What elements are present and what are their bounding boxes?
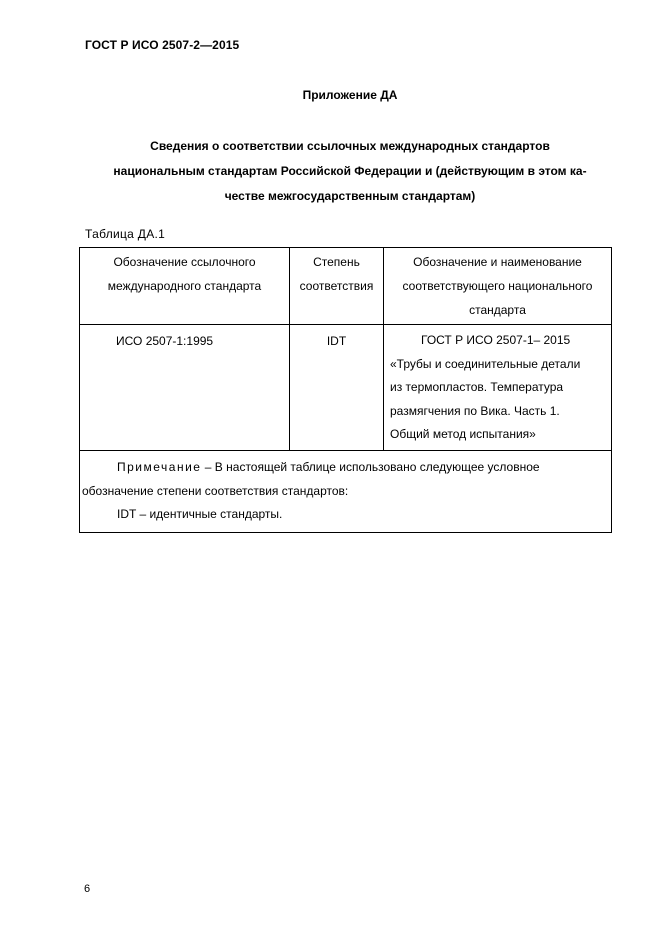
- heading-line-1: Сведения о соответствии ссылочных международных стандартов: [150, 139, 550, 153]
- note-label: Примечание: [117, 460, 202, 474]
- national-standard-line: «Трубы и соединительные детали: [390, 356, 581, 371]
- header-cell-line: Обозначение ссылочного: [113, 255, 256, 269]
- appendix-heading: [80, 134, 620, 209]
- cell-degree: [290, 325, 384, 451]
- standards-table: [79, 247, 612, 533]
- page-number: 6: [84, 883, 91, 895]
- header-international-standard: [80, 248, 290, 325]
- header-cell-line: стандарта: [469, 303, 526, 317]
- table-header-row: [80, 248, 612, 325]
- degree-value: IDT: [326, 334, 347, 348]
- cell-national-standard: [384, 325, 612, 451]
- national-standard-line: ГОСТ Р ИСО 2507-1– 2015: [421, 333, 571, 347]
- note-line-2: обозначение степени соответствия стандартов:: [82, 483, 349, 498]
- header-cell-line: Обозначение и наименование: [413, 255, 582, 269]
- note-line-3: IDT – идентичные стандарты.: [117, 507, 283, 521]
- cell-international-standard: [80, 325, 290, 451]
- header-cell-line: Степень: [313, 255, 360, 269]
- heading-line-2: национальным стандартам Российской Федерации и (действующим в этом ка-: [113, 164, 587, 178]
- table-row: [80, 325, 612, 451]
- appendix-title: [0, 88, 661, 102]
- national-standard-line: размягчения по Вика. Часть 1.: [390, 403, 560, 418]
- appendix-title-text: Приложение ДА: [302, 88, 398, 102]
- header-degree-of-conformity: [290, 248, 384, 325]
- note-line-1-text: – В настоящей таблице использовано следующее условное: [201, 460, 540, 474]
- header-cell-line: соответствия: [299, 279, 374, 293]
- international-standard-value: ИСО 2507-1:1995: [116, 334, 214, 348]
- table-note-row: [80, 451, 612, 533]
- note-line-1: [82, 456, 611, 480]
- header-national-standard: [384, 248, 612, 325]
- document-code: ГОСТ Р ИСО 2507-2—2015: [85, 38, 240, 52]
- header-cell-line: международного стандарта: [107, 279, 262, 293]
- heading-line-3: честве межгосударственным стандартам): [224, 189, 476, 203]
- table-caption: Таблица ДА.1: [85, 227, 166, 241]
- national-standard-line: Общий метод испытания»: [390, 427, 536, 441]
- table-note: [80, 451, 612, 533]
- national-standard-line: из термопластов. Температура: [390, 380, 564, 394]
- header-cell-line: соответствующего национального: [402, 279, 593, 293]
